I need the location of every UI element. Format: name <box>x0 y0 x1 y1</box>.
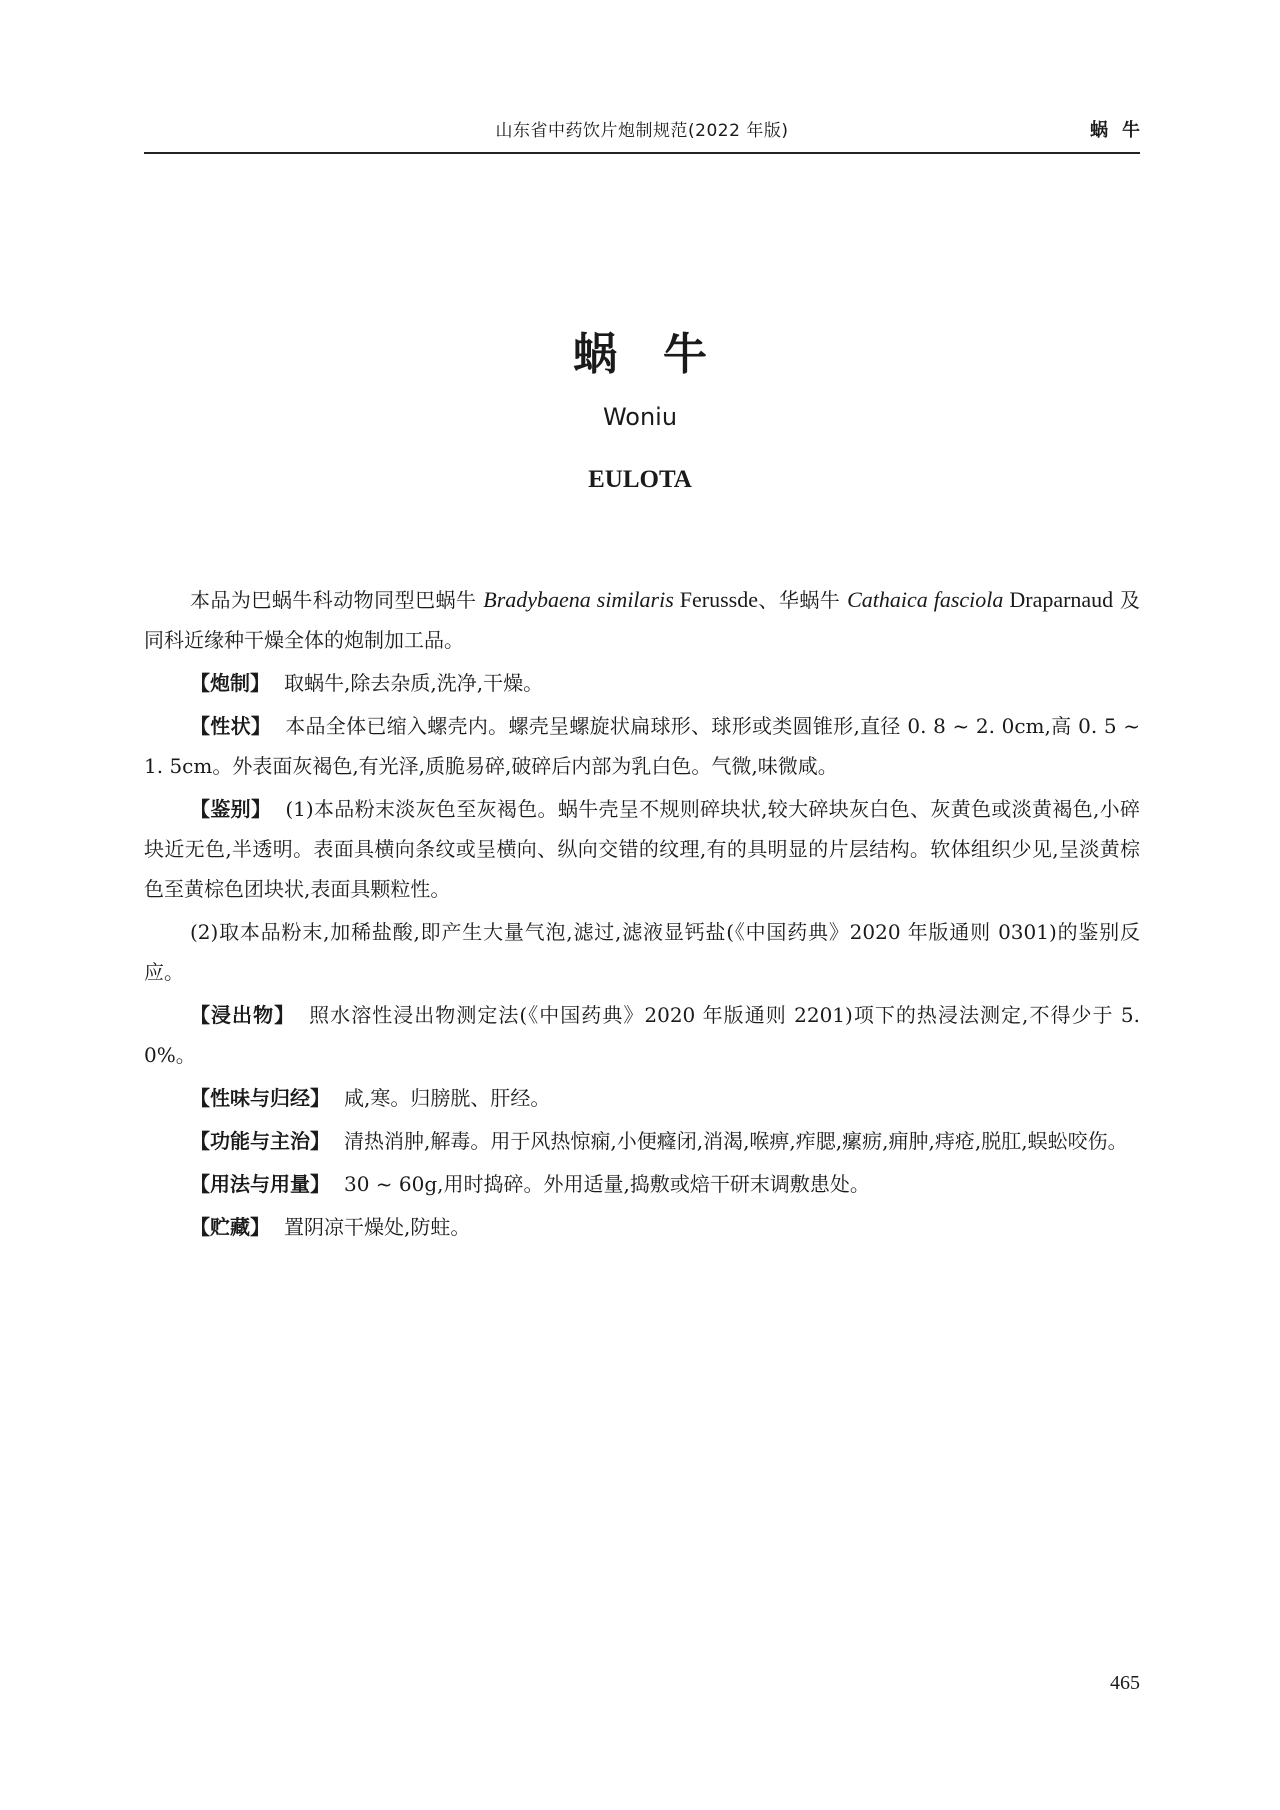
section-storage <box>144 1207 1140 1247</box>
entry-title-latin: EULOTA <box>588 466 692 493</box>
section-text-nature: 咸,寒。归膀胱、肝经。 <box>344 1086 551 1110</box>
species-author-2: Draparnaud <box>1003 587 1114 612</box>
species-name-2: Cathaica fasciola <box>847 587 1004 612</box>
section-identification-2 <box>144 912 1140 992</box>
section-text-identification-2: (2)取本品粉末,加稀盐酸,即产生大量气泡,滤过,滤液显钙盐(《中国药典》2020 年版通则 0301)的鉴别反应。 <box>144 920 1140 984</box>
section-label-identification: 【鉴别】 <box>190 797 272 821</box>
section-nature <box>144 1078 1140 1118</box>
section-identification-1 <box>144 789 1140 909</box>
section-text-extract: 照水溶性浸出物测定法(《中国药典》2020 年版通则 2201)项下的热浸法测定,不得少于 5. 0%。 <box>144 1003 1141 1067</box>
running-header <box>144 112 1154 154</box>
section-text-functions: 清热消肿,解毒。用于风热惊痫,小便癃闭,消渴,喉痹,痄腮,瘰疬,痈肿,痔疮,脱肛,蜈蚣咬伤。 <box>344 1129 1128 1153</box>
section-description <box>144 706 1140 786</box>
section-text-processing: 取蜗牛,除去杂质,洗净,干燥。 <box>284 671 544 695</box>
entry-title-pinyin: Woniu <box>602 403 678 431</box>
intro-text-3: 及同科近缘种干燥全体的炮制加工品。 <box>144 588 1141 652</box>
section-label-nature: 【性味与归经】 <box>190 1086 330 1110</box>
section-label-processing: 【炮制】 <box>190 671 270 695</box>
section-functions <box>144 1121 1140 1161</box>
section-label-description: 【性状】 <box>190 714 272 738</box>
intro-text-2: 、华蜗牛 <box>757 588 848 612</box>
page-number: 465 <box>1110 1672 1140 1694</box>
section-label-usage: 【用法与用量】 <box>190 1172 330 1196</box>
section-text-usage: 30 ~ 60g,用时捣碎。外用适量,捣敷或焙干研末调敷患处。 <box>344 1172 870 1196</box>
monograph-body <box>144 580 1140 1250</box>
section-label-extract: 【浸出物】 <box>190 1003 296 1027</box>
section-label-storage: 【贮藏】 <box>190 1215 270 1239</box>
entry-title-chinese: 蜗牛 <box>573 329 753 380</box>
intro-text-1: 本品为巴蜗牛科动物同型巴蜗牛 <box>190 588 484 612</box>
section-usage <box>144 1164 1140 1204</box>
section-text-storage: 置阴凉干燥处,防蛀。 <box>284 1215 471 1239</box>
section-label-functions: 【功能与主治】 <box>190 1129 330 1153</box>
species-name-1: Bradybaena similaris <box>483 587 674 612</box>
section-text-identification-1: (1)本品粉末淡灰色至灰褐色。蜗牛壳呈不规则碎块状,较大碎块灰白色、灰黄色或淡黄褐色,小碎块近无色,半透明。表面具横向条纹或呈横向、纵向交错的纹理,有的具明显的片层结构。软体组织少见,呈淡黄棕色至黄棕色团块状,表面具颗粒性。 <box>144 797 1141 901</box>
section-text-description: 本品全体已缩入螺壳内。螺壳呈螺旋状扁球形、球形或类圆锥形,直径 0. 8 ~ 2. 0cm,高 0. 5 ~ 1. 5cm。外表面灰褐色,有光泽,质脆易碎,破碎后内部为乳白色。气微,味微咸。 <box>144 714 1140 778</box>
section-processing <box>144 663 1140 703</box>
intro-paragraph <box>144 580 1140 660</box>
header-entry-name: 蜗牛 <box>1090 120 1154 141</box>
section-extract <box>144 995 1140 1075</box>
header-book-title: 山东省中药饮片炮制规范(2022 年版) <box>495 121 789 141</box>
species-author-1: Ferussde <box>673 587 758 612</box>
